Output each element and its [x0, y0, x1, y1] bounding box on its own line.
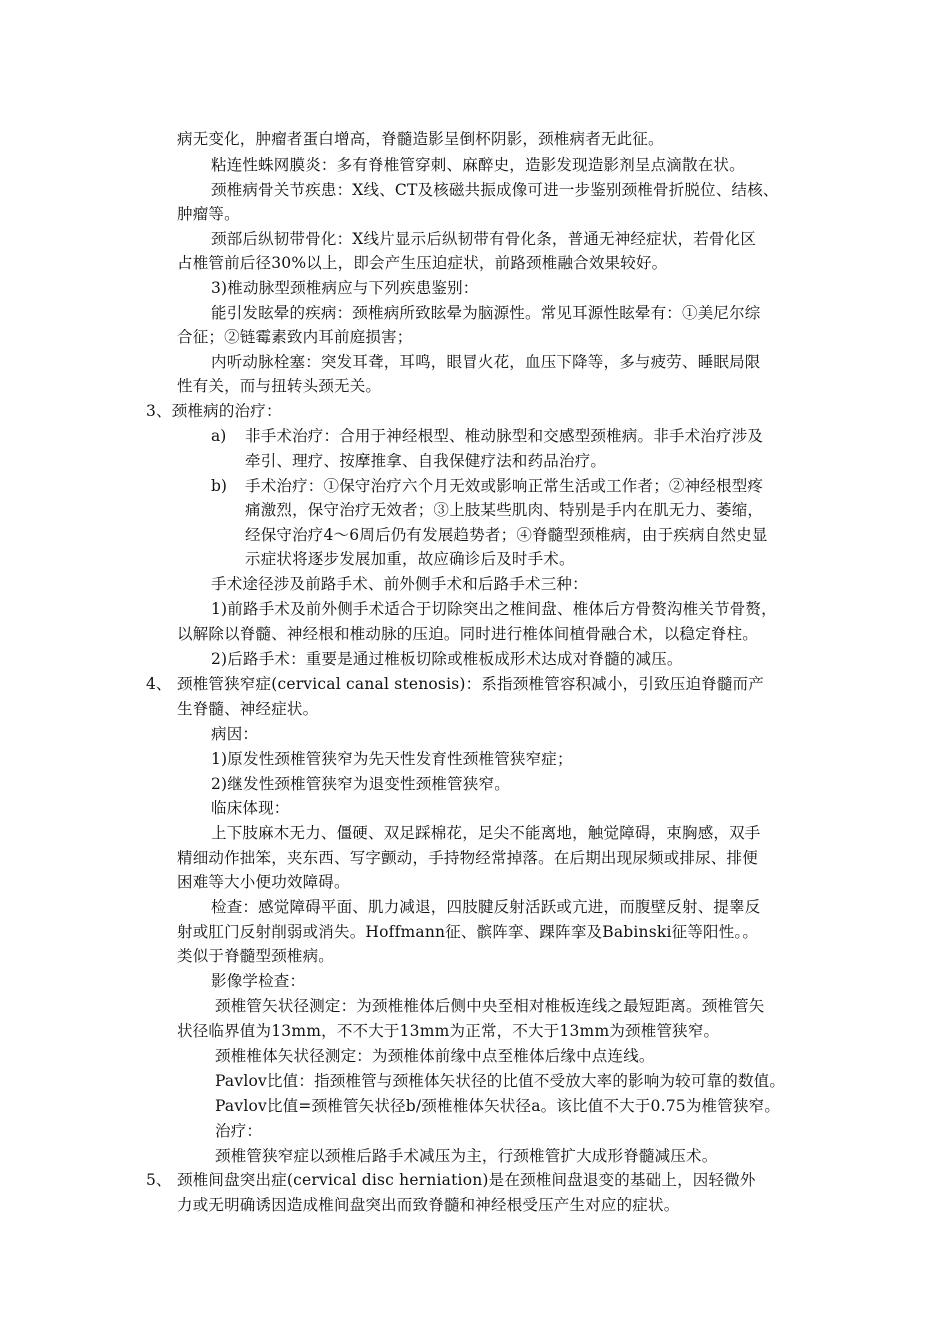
text-line: 困难等大小便功效障碍。: [177, 873, 350, 891]
text-line: 治疗：: [215, 1122, 263, 1140]
section-number: 5、: [146, 1171, 172, 1189]
text-line: 病因：: [211, 725, 259, 743]
text-line: 检查：感觉障碍平面、肌力减退，四肢腱反射活跃或亢进，而腹壁反射、提睾反: [211, 898, 761, 916]
text-line: 颈部后纵韧带骨化：X线片显示后纵韧带有骨化条，普通无神经症状，若骨化区: [211, 230, 757, 248]
text-line: 痛激烈，保守治疗无效者；③上肢某些肌肉、特别是手内在肌无力、萎缩，: [245, 501, 764, 519]
text-line: 颈椎管狭窄症以颈椎后路手术减压为主，行颈椎管扩大成形脊髓减压术。: [215, 1147, 718, 1165]
text-line: 手术途径涉及前路手术、前外侧手术和后路手术三种：: [211, 575, 588, 593]
list-marker: a): [211, 427, 227, 445]
text-line: 病无变化，肿瘤者蛋白增高，脊髓造影呈倒杯阴影，颈椎病者无此征。: [177, 130, 664, 148]
text-line: 颈椎椎体矢状径测定：为颈椎体前缘中点至椎体后缘中点连线。: [215, 1047, 655, 1065]
text-line: 性有关，而与扭转头颈无关。: [177, 377, 382, 395]
text-line: 类似于脊髓型颈椎病。: [177, 947, 335, 965]
text-line: 非手术治疗：合用于神经根型、椎动脉型和交感型颈椎病。非手术治疗涉及: [245, 427, 764, 445]
text-line: Pavlov比值=颈椎管矢状径b/颈椎椎体矢状径a。该比值不大于0.75为椎管狭窄。: [215, 1097, 781, 1115]
section-heading: 颈椎间盘突出症(cervical disc herniation)是在颈椎间盘退变的基础上，因轻微外: [177, 1171, 756, 1189]
text-line: 2)后路手术：重要是通过椎板切除或椎板成形术达成对脊髓的减压。: [211, 650, 683, 668]
text-line: 牵引、理疗、按摩推拿、自我保健疗法和药品治疗。: [245, 452, 607, 470]
text-line: 1)前路手术及前外侧手术适合于切除突出之椎间盘、椎体后方骨赘沟椎关节骨赘，: [211, 600, 777, 618]
text-line: 颈椎病骨关节疾患：X线、CT及核磁共振成像可进一步鉴别颈椎骨折脱位、结核、: [211, 181, 779, 199]
text-line: 力或无明确诱因造成椎间盘突出而致脊髓和神经根受压产生对应的症状。: [177, 1196, 680, 1214]
text-line: 射或肛门反射削弱或消失。Hoffmann征、髌阵挛、踝阵挛及Babinski征等阳性。。: [177, 923, 759, 941]
text-line: 粘连性蛛网膜炎：多有脊椎管穿刺、麻醉史，造影发现造影剂呈点滴散在状。: [211, 156, 745, 174]
text-line: Pavlov比值：指颈椎管与颈椎体矢状径的比值不受放大率的影响为较可靠的数值。: [215, 1072, 786, 1090]
text-line: 生脊髓、神经症状。: [177, 700, 319, 718]
text-line: 1)原发性颈椎管狭窄为先天性发育性颈椎管狭窄症；: [211, 750, 573, 768]
text-line: 合征；②链霉素致内耳前庭损害；: [177, 328, 413, 346]
text-line: 3)椎动脉型颈椎病应与下列疾患鉴别：: [211, 279, 479, 297]
text-line: 经保守治疗4～6周后仍有发展趋势者；④脊髓型颈椎病，由于疾病自然史显: [245, 526, 768, 544]
text-line: 占椎管前后径30%以上，即会产生压迫症状，前路颈椎融合效果较好。: [177, 254, 668, 272]
text-line: 以解除以脊髓、神经根和椎动脉的压迫。同时进行椎体间植骨融合术，以稳定脊柱。: [177, 625, 758, 643]
text-line: 精细动作拙笨，夹东西、写字颤动，手持物经常掉落。在后期出现尿频或排尿、排便: [177, 849, 758, 867]
text-line: 内听动脉栓塞：突发耳聋，耳鸣，眼冒火花，血压下降等，多与疲劳、睡眠局限: [211, 353, 761, 371]
text-line: 临床体现：: [211, 799, 290, 817]
text-line: 影像学检查：: [211, 972, 306, 990]
text-line: 肿瘤等。: [177, 205, 240, 223]
text-line: 上下肢麻木无力、僵硬、双足踩棉花，足尖不能离地，触觉障碍，束胸感，双手: [211, 824, 761, 842]
list-marker: b): [211, 477, 227, 495]
text-line: 状径临界值为13mm，不不大于13mm为正常，不大于13mm为颈椎管狭窄。: [177, 1022, 720, 1040]
section-heading: 3、颈椎病的治疗：: [146, 402, 282, 420]
section-heading: 颈椎管狭窄症(cervical canal stenosis)：系指颈椎管容积减小，引致压迫脊髓而产: [177, 675, 764, 693]
text-line: 2)继发性颈椎管狭窄为退变性颈椎管狭窄。: [211, 775, 510, 793]
text-line: 示症状将逐步发展加重，故应确诊后及时手术。: [245, 550, 575, 568]
text-line: 能引发眩晕的疾病：颈椎病所致眩晕为脑源性。常见耳源性眩晕有：①美尼尔综: [211, 304, 761, 322]
text-line: 颈椎管矢状径测定：为颈椎椎体后侧中央至相对椎板连线之最短距离。颈椎管矢: [215, 997, 765, 1015]
text-line: 手术治疗：①保守治疗六个月无效或影响正常生活或工作者；②神经根型疼: [245, 477, 764, 495]
section-number: 4、: [146, 675, 172, 693]
